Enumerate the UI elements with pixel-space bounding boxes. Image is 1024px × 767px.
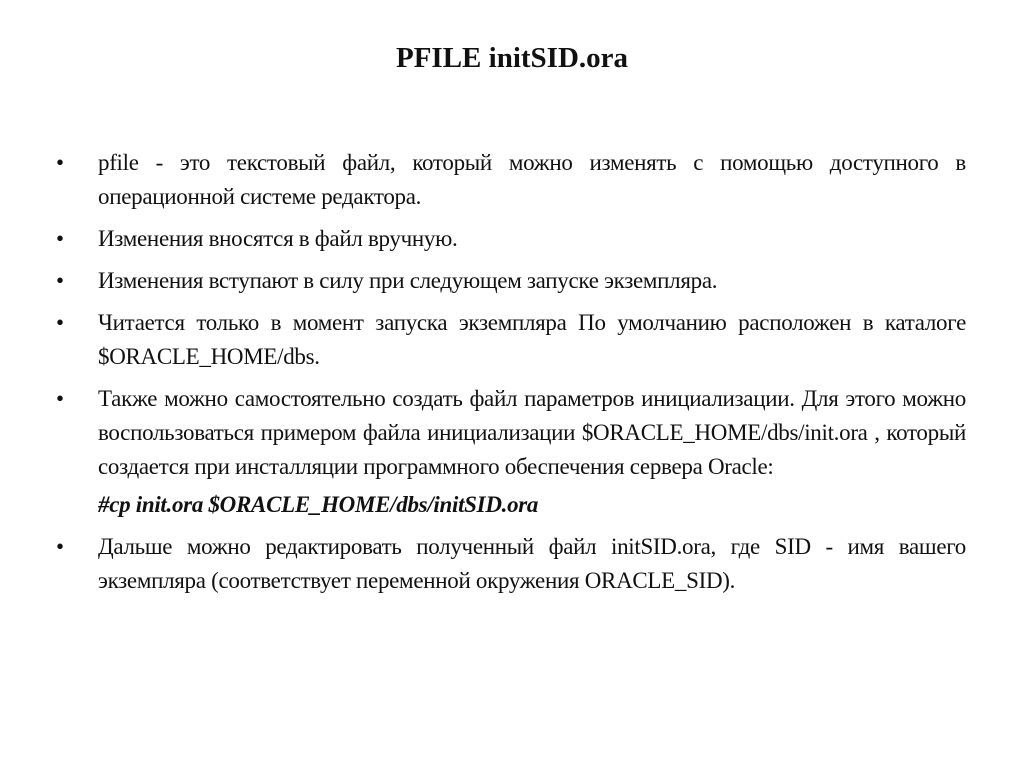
item-text: Читается только в момент запуска экземпляра По умолчанию расположен в каталоге $ORACLE_HOME/dbs.	[98, 310, 966, 369]
list-item	[56, 222, 966, 256]
bullet-list	[56, 146, 966, 606]
slide-title: PFILE initSID.ora	[395, 42, 629, 74]
list-item	[56, 306, 966, 374]
item-text: Дальше можно редактировать полученный файл initSID.ora, где SID - имя вашего экземпляра (соответствует переменной окружения ORACLE_SID).	[98, 534, 966, 593]
bullet-icon: •	[56, 226, 64, 251]
bullet-icon: •	[56, 534, 64, 559]
command-line: #cp init.ora $ORACLE_HOME/dbs/initSID.ora	[98, 492, 539, 517]
bullet-icon: •	[56, 268, 64, 293]
list-item	[56, 146, 966, 214]
bullet-icon: •	[56, 310, 64, 335]
item-text: pfile - это текстовый файл, который можно изменять с помощью доступного в операционной системе редактора.	[98, 150, 966, 209]
list-item	[56, 382, 966, 484]
item-text: Изменения вступают в силу при следующем запуске экземпляра.	[98, 268, 718, 293]
list-item	[56, 264, 966, 298]
list-item	[56, 530, 966, 598]
item-text: Изменения вносятся в файл вручную.	[98, 226, 458, 251]
item-text: Также можно самостоятельно создать файл параметров инициализации. Для этого можно воспользоваться примером файла инициализации $ORACLE_HOME/dbs/init.ora , который создается при инсталляции программного обеспечения сервера Oracle:	[98, 386, 966, 479]
bullet-icon: •	[56, 386, 64, 411]
bullet-icon: •	[56, 150, 64, 175]
